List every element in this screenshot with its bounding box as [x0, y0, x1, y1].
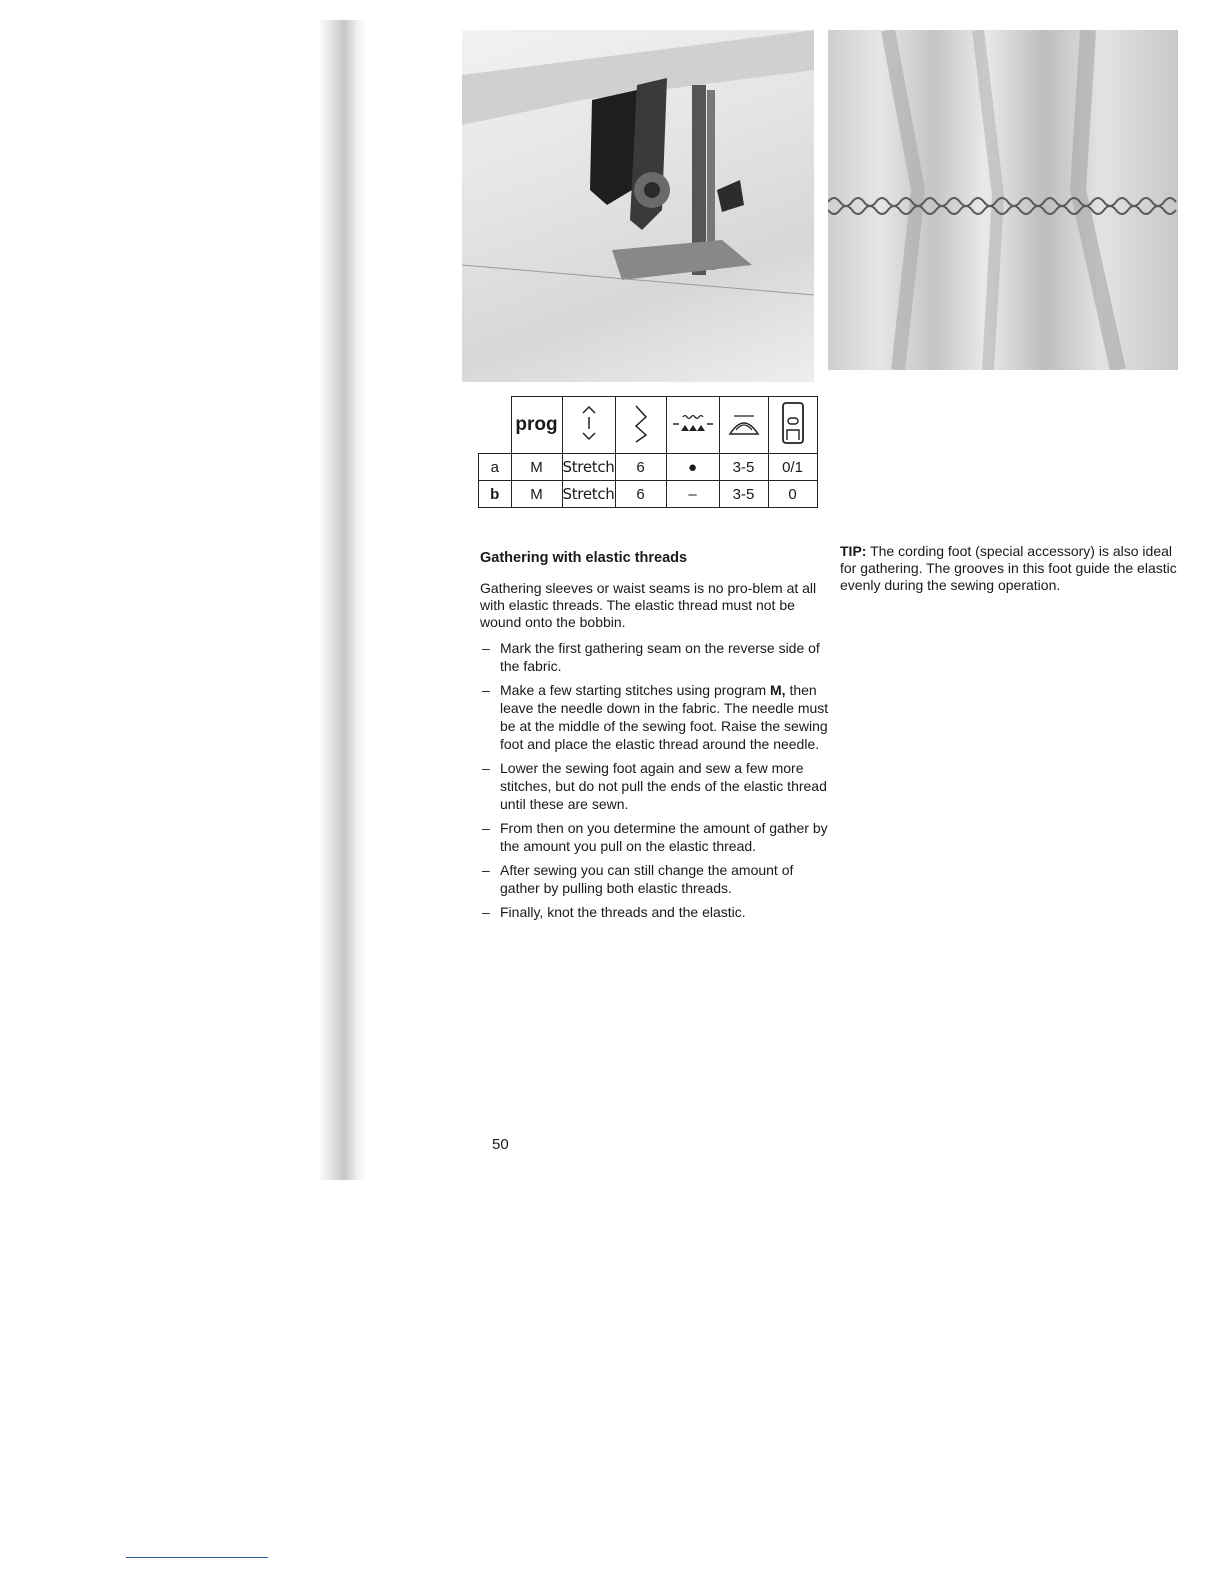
- tip-label: TIP:: [840, 543, 867, 559]
- feed-dog-icon: [666, 397, 719, 454]
- settings-row-b: b M Stretch 6 – 3-5 0: [479, 481, 818, 508]
- stitch-length-icon: [562, 397, 615, 454]
- step-item: – After sewing you can still change the amount of gather by pulling both elastic threads.: [482, 862, 794, 896]
- step-item: – Lower the sewing foot again and sew a few more stitches, but do not pull the ends of the elastic thread until these are sewn.: [482, 760, 827, 812]
- main-text-column: [480, 550, 830, 927]
- machine-settings-table: [478, 396, 818, 508]
- footer-rule: [126, 1557, 268, 1558]
- prog-header: prog: [511, 397, 562, 454]
- sewing-machine-photo: [462, 30, 814, 382]
- stitch-width-icon: [615, 397, 666, 454]
- step-item: – Finally, knot the threads and the elastic.: [482, 904, 746, 920]
- step-item: – Make a few starting stitches using program M, then leave the needle down in the fabric. The needle must be at the middle of the sewing foot. Raise the sewing foot and place the elastic thread around the needle.: [482, 682, 829, 752]
- tip-text: The cording foot (special accessory) is also ideal for gathering. The grooves in this foot guide the elastic evenly during the sewing operation.: [840, 543, 1177, 593]
- gathered-fabric-photo: [828, 30, 1178, 370]
- scan-binding-shadow: [318, 20, 366, 1180]
- section-heading: Gathering with elastic threads: [480, 550, 688, 566]
- steps-list: [480, 639, 830, 921]
- intro-paragraph: Gathering sleeves or waist seams is no pro-blem at all with elastic threads. The elastic thread must not be wound onto the bobbin.: [480, 580, 817, 630]
- presser-foot-icon: [768, 397, 817, 454]
- page-number: 50: [492, 1136, 509, 1153]
- tip-paragraph: [840, 543, 1185, 594]
- step-item: – From then on you determine the amount of gather by the amount you pull on the elastic thread.: [482, 820, 828, 854]
- settings-row-a: a M Stretch 6 ● 3-5 0/1: [479, 454, 818, 481]
- thread-tension-icon: [719, 397, 768, 454]
- step-item: – Mark the first gathering seam on the reverse side of the fabric.: [482, 640, 820, 674]
